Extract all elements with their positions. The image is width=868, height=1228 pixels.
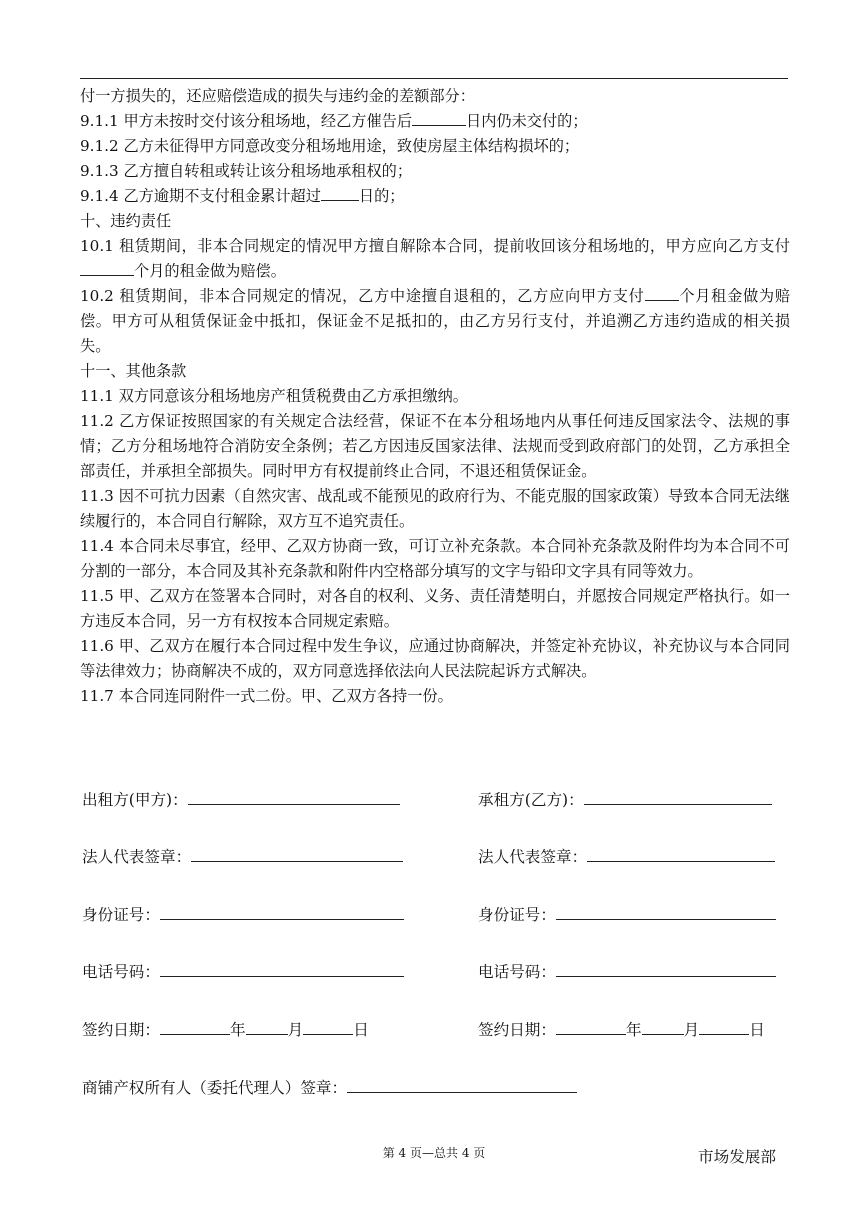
clause-11-5: 11.5 甲、乙双方在签署本合同时，对各自的权利、义务、责任清楚明白，并愿按合同规定严格执行。如一方违反本合同，另一方有权按本合同规定索赔。 bbox=[80, 587, 790, 630]
date-right-field: 签约日期： 年 月 日 bbox=[478, 1016, 765, 1040]
legal-rep-left-field: 法人代表签章： bbox=[82, 843, 403, 867]
clause-9-1-2: 9.1.2 乙方未征得甲方同意改变分租场地用途，致使房屋主体结构损坏的； bbox=[80, 137, 580, 155]
signature-line bbox=[556, 958, 776, 977]
lessee-field: 承租方(乙方)： bbox=[478, 786, 772, 810]
fill-blank bbox=[412, 109, 466, 126]
clause-11-1: 11.1 双方同意该分租场地房产租赁税费由乙方承担缴纳。 bbox=[80, 387, 468, 405]
date-left-field: 签约日期： 年 月 日 bbox=[82, 1016, 369, 1040]
signature-line bbox=[587, 843, 775, 862]
signature-line bbox=[160, 901, 404, 920]
month-line bbox=[246, 1016, 288, 1035]
id-left-field: 身份证号： bbox=[82, 901, 404, 925]
lessor-field: 出租方(甲方)： bbox=[82, 786, 400, 810]
clause-9-1-3: 9.1.3 乙方擅自转租或转让该分租场地承租权的； bbox=[80, 162, 413, 180]
signature-line bbox=[584, 786, 772, 805]
section-heading-10: 十、违约责任 bbox=[80, 212, 172, 230]
clause-11-4: 11.4 本合同未尽事宜，经甲、乙双方协商一致，可订立补充条款。本合同补充条款及附件均为本合同不可分割的一部分，本合同及其补充条款和附件内空格部分填写的文字与铅印文字具有同等效力。 bbox=[80, 537, 790, 580]
id-right-field: 身份证号： bbox=[478, 901, 776, 925]
signature-line bbox=[556, 901, 776, 920]
signature-line bbox=[347, 1074, 577, 1093]
phone-left-field: 电话号码： bbox=[82, 958, 404, 982]
signature-row-owner bbox=[82, 1074, 788, 1100]
signature-row-parties bbox=[82, 786, 788, 812]
signature-row-date bbox=[82, 1016, 788, 1042]
owner-field: 商铺产权所有人（委托代理人）签章： bbox=[82, 1074, 577, 1098]
signature-line bbox=[160, 958, 404, 977]
signature-line bbox=[191, 843, 403, 862]
clause-10-1: 10.1 租赁期间，非本合同规定的情况甲方擅自解除本合同，提前收回该分租场地的，甲方应向乙方支付个月的租金做为赔偿。 bbox=[80, 237, 790, 280]
page-number: 第 4 页—总共 4 页 bbox=[382, 1146, 486, 1160]
contract-body bbox=[80, 84, 790, 709]
year-line bbox=[556, 1016, 626, 1035]
signature-line bbox=[188, 786, 400, 805]
signature-row-phone bbox=[82, 958, 788, 984]
fill-blank bbox=[645, 284, 679, 301]
section-heading-11: 十一、其他条款 bbox=[80, 362, 187, 380]
day-line bbox=[699, 1016, 749, 1035]
fill-blank bbox=[321, 184, 359, 201]
fill-blank bbox=[80, 259, 134, 276]
clause-11-7: 11.7 本合同连同附件一式二份。甲、乙双方各持一份。 bbox=[80, 687, 453, 705]
clause-10-2: 10.2 租赁期间，非本合同规定的情况，乙方中途擅自退租的，乙方应向甲方支付 个月租金做为赔偿。甲方可从租赁保证金中抵扣，保证金不足抵扣的，由乙方另行支付，并追溯乙方违约造成的相关损失。 bbox=[80, 284, 790, 359]
year-line bbox=[160, 1016, 230, 1035]
clause-11-3: 11.3 因不可抗力因素（自然灾害、战乱或不能预见的政府行为、不能克服的国家政策）导致本合同无法继续履行的，本合同自行解除，双方互不追究责任。 bbox=[80, 487, 790, 530]
signature-row-legal-rep bbox=[82, 843, 788, 869]
clause-11-6: 11.6 甲、乙双方在履行本合同过程中发生争议，应通过协商解决，并签定补充协议，补充协议与本合同同等法律效力；协商解决不成的，双方同意选择依法向人民法院起诉方式解决。 bbox=[80, 637, 790, 680]
legal-rep-right-field: 法人代表签章： bbox=[478, 843, 775, 867]
clause-9-1-4: 9.1.4 乙方逾期不支付租金累计超过 日的； bbox=[80, 184, 790, 209]
phone-right-field: 电话号码： bbox=[478, 958, 776, 982]
month-line bbox=[642, 1016, 684, 1035]
clause-11-2: 11.2 乙方保证按照国家的有关规定合法经营，保证不在本分租场地内从事任何违反国家法令、法规的事情；乙方分租场地符合消防安全条例；若乙方因违反国家法律、法规而受到政府部门的处罚，乙方承担全部责任，并承担全部损失。同时甲方有权提前终止合同，不退还租赁保证金。 bbox=[80, 412, 790, 480]
paragraph: 付一方损失的，还应赔偿造成的损失与违约金的差额部分： bbox=[80, 87, 475, 105]
clause-9-1-1: 9.1.1 甲方未按时交付该分租场地，经乙方催告后 日内仍未交付的； bbox=[80, 109, 790, 134]
signature-row-id bbox=[82, 901, 788, 927]
day-line bbox=[303, 1016, 353, 1035]
header-rule bbox=[80, 78, 788, 79]
department-name: 市场发展部 bbox=[698, 1148, 776, 1166]
